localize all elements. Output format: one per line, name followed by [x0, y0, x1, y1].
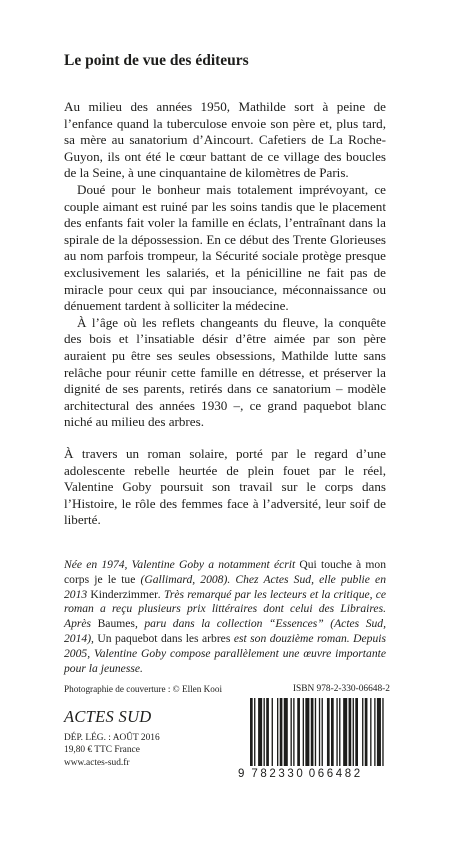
barcode-bar [266, 698, 269, 766]
barcode-bar [297, 698, 300, 766]
barcode-bar [374, 698, 375, 766]
barcode-bar [343, 698, 347, 766]
bio-text: est son douzième roman. Depuis 2005, Valentine Goby compose parallèlement une œuvre importante pour la jeunesse. [64, 631, 386, 675]
barcode-bar [377, 698, 381, 766]
barcode-bar [336, 698, 337, 766]
price: 19,80 € TTC France [64, 745, 140, 756]
barcode-lead-digit: 9 [238, 768, 245, 780]
barcode-bar [264, 698, 265, 766]
blurb-main [64, 99, 386, 431]
bio-text: . Très remarqué par les lecteurs et la critique, ce roman a reçu plusieurs prix littéraires dont celui des Libraires. Après [64, 587, 387, 631]
blurb-paragraph-1: Au milieu des années 1950, Mathilde sort à peine de l’enfance quand la tuberculose envoie son père et, plus tard, sa mère au sanatorium d’Aincourt. Cafetiers de La Roche-Guyon, ils ont été le cœur battant de ce village des boucles de la Seine, à une cinquantaine de kilomètres de Paris. [64, 99, 386, 181]
cover-photo-credit: Photographie de couverture : © Ellen Kooi [64, 684, 223, 694]
barcode-bar [293, 698, 294, 766]
barcode-bar [315, 698, 316, 766]
bio-book-title: Qui touche à mon corps je le tue [64, 558, 387, 586]
barcode-bar [319, 698, 320, 766]
barcode-bar [305, 698, 309, 766]
blurb-paragraph-3: À l’âge où les reflets changeants du fleuve, la conquête des bois et l’insatiable désir d’être aimée par son père auraient pu être ses seules obsessions, Mathilde lutte sans relâche pour réunir cette famille en détresse, et préserver la dignité de ses parents, retirés dans ce sanatorium – modèle architectural des années 1930 –, ce grand paquebot blanc niché au milieu des arbres. [64, 314, 386, 430]
website: www.actes-sud.fr [64, 757, 130, 768]
barcode-bar [365, 698, 368, 766]
barcode-bar [353, 698, 354, 766]
blurb-second [64, 446, 386, 529]
barcode-bar [303, 698, 304, 766]
bio-text: Née en 1974, Valentine Goby a notamment écrit [64, 558, 300, 571]
barcode-bar [327, 698, 330, 766]
barcode-bar [284, 698, 288, 766]
barcode-bar [322, 698, 323, 766]
blurb-paragraph-2: Doué pour le bonheur mais totalement imprévoyant, ce couple aimant est ruiné par les soins tandis que le placement des enfants fait voler la famille en éclats, l’entraînant dans la spirale de la dépossession. En ce début des Trente Glorieuses au nom parfois trompeur, la Sécurité sociale protège presque exclusivement les salariés, et la pénicilline ne fait pas de miracle pour ceux qui par insouciance, méconnaissance ou dénuement tardent à solliciter la médecine. [64, 181, 386, 314]
blurb-paragraph-4: À travers un roman solaire, porté par le regard d’une adolescente rebelle heurtée de plein fouet par le réel, Valentine Goby poursuit son travail sur le corps dans l’Histoire, le rôle des femmes face à l’adversité, leur soif de liberté. [64, 446, 386, 528]
legal-info [64, 732, 160, 769]
barcode-bar [382, 698, 383, 766]
barcode-bar [362, 698, 363, 766]
publisher-name: ACTES SUD [64, 707, 152, 726]
bio-text: , paru dans la collection “Essences” (Actes Sud, 2014), [64, 617, 386, 645]
section-heading: Le point de vue des éditeurs [64, 52, 249, 69]
bio-book-title: Kinderzimmer [90, 587, 158, 601]
barcode-bar [258, 698, 262, 766]
bio-text: (Gallimard, 2008). Chez Actes Sud, elle publie en 2013 [64, 572, 386, 601]
barcode-bar [277, 698, 278, 766]
barcode-bar [280, 698, 283, 766]
bio-book-title: Baumes [97, 617, 135, 631]
isbn-barcode [240, 698, 392, 768]
barcode-bar [339, 698, 340, 766]
barcode-right-digits: 066482 [308, 768, 363, 780]
barcode-bar [355, 698, 358, 766]
barcode-bar [250, 698, 253, 766]
isbn-label: ISBN 978-2-330-06648-2 [292, 684, 390, 694]
barcode-bar [291, 698, 292, 766]
barcode-digits [238, 768, 398, 780]
barcode-bar [311, 698, 314, 766]
legal-deposit: DÉP. LÉG. : AOÛT 2016 [64, 733, 160, 743]
barcode-bar [349, 698, 352, 766]
barcode-bar [254, 698, 255, 766]
barcode-left-digits: 782330 [251, 768, 306, 780]
bio-book-title: Un paquebot dans les arbres [97, 631, 231, 645]
barcode-bar [370, 698, 371, 766]
author-bio [64, 558, 386, 676]
barcode-bar [331, 698, 334, 766]
barcode-bar [272, 698, 273, 766]
